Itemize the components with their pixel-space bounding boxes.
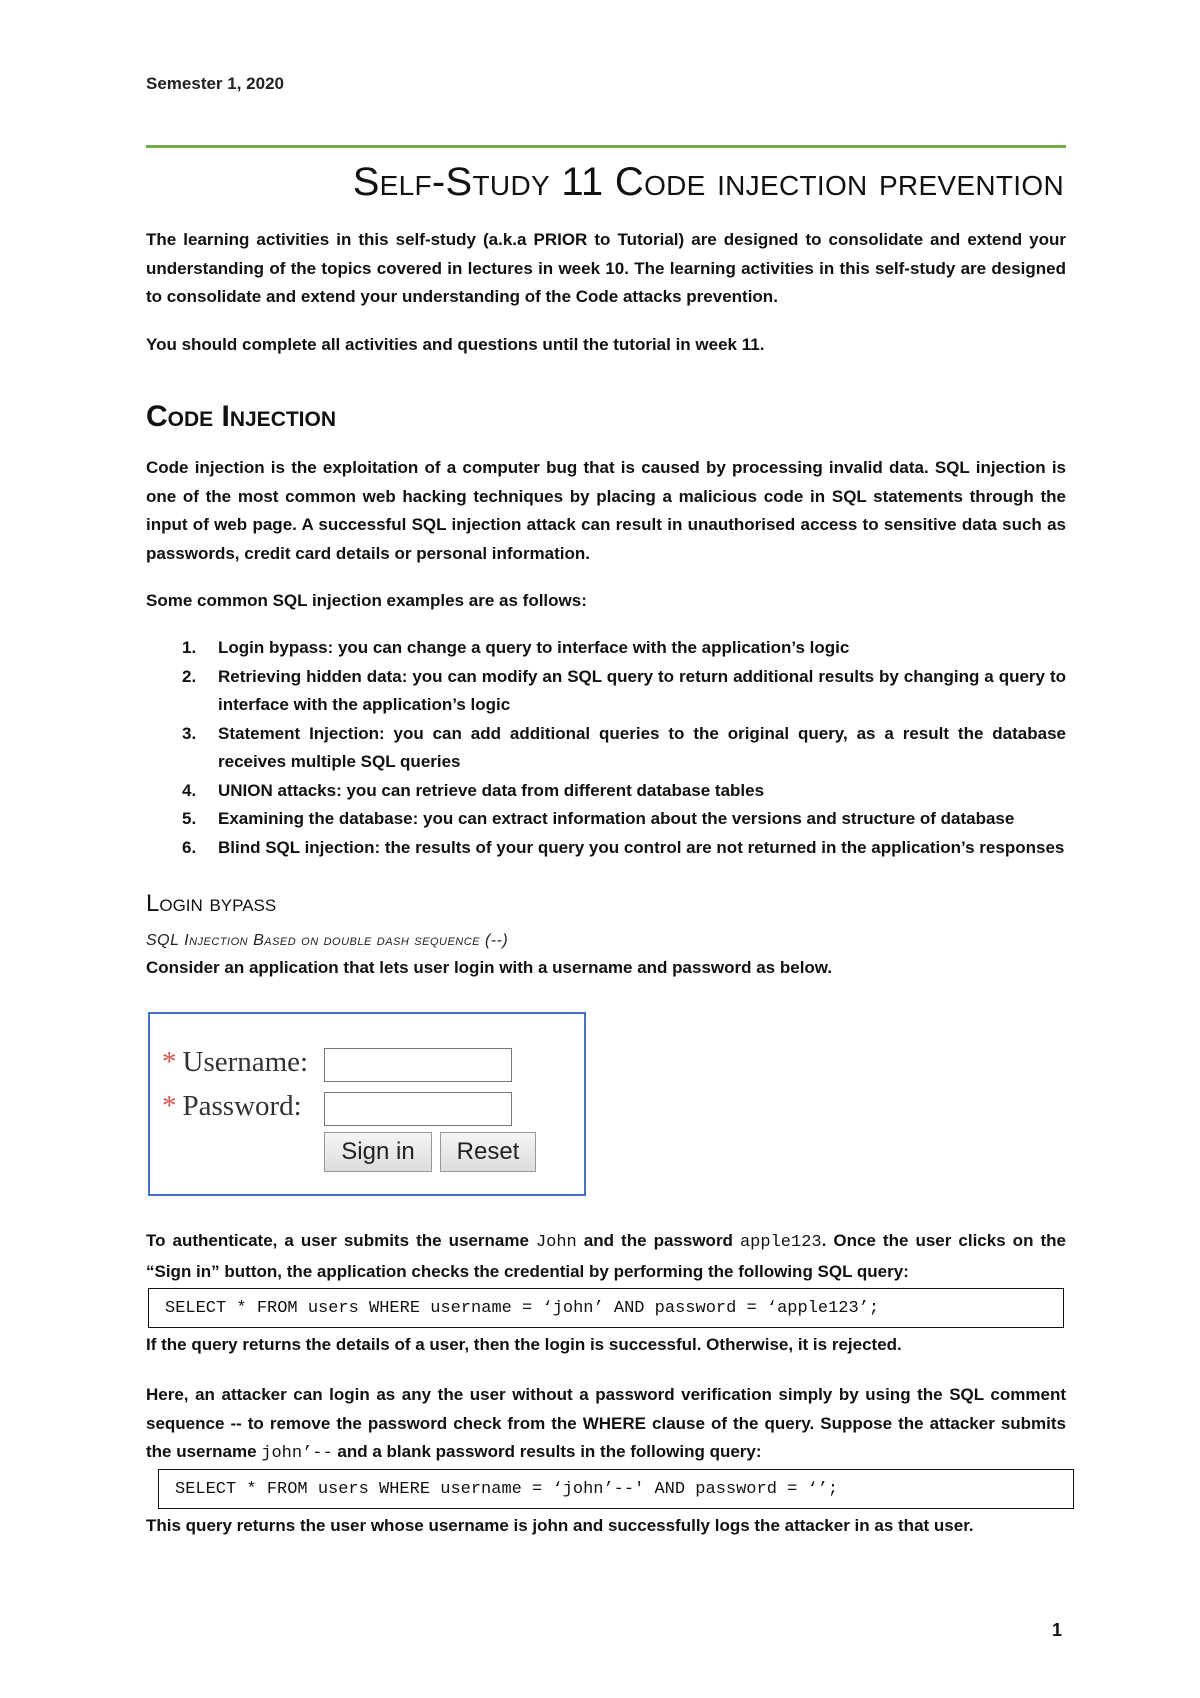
- required-asterisk: *: [162, 1090, 177, 1122]
- login-form-figure: [148, 1012, 586, 1196]
- authenticate-text-c: . Once the user clicks on the “Sign in” button, the application checks the credential by performing the following SQL query:: [146, 1231, 1066, 1281]
- attacker-text-b: and a blank password results in the following query:: [332, 1442, 762, 1461]
- login-intro-text: Consider an application that lets user login with a username and password as below.: [146, 958, 833, 977]
- result-paragraph: [146, 1331, 1066, 1360]
- intro-paragraph-1: [146, 226, 1066, 312]
- sql-query-box-1: SELECT * FROM users WHERE username = ‘john’ AND password = ‘apple123’;: [148, 1288, 1064, 1328]
- examples-intro-text: Some common SQL injection examples are as follows:: [146, 591, 587, 610]
- examples-intro: [146, 587, 1066, 616]
- page-number: 1: [1052, 1620, 1063, 1640]
- conclusion-text: This query returns the user whose username is john and successfully logs the attacker in as that user.: [146, 1516, 974, 1535]
- sql-injection-examples-list: [146, 634, 1066, 862]
- username-label: Username:: [182, 1046, 309, 1078]
- subsection-heading-double-dash: SQL Injection Based on double dash sequence (--): [146, 932, 509, 949]
- attacker-paragraph: [146, 1381, 1066, 1469]
- page-title: Self-Study 11 Code injection prevention: [352, 160, 1064, 204]
- username-row: [162, 1046, 308, 1079]
- semester-header: Semester 1, 2020: [146, 74, 284, 93]
- intro-text-2: You should complete all activities and questions until the tutorial in week 11.: [146, 335, 765, 354]
- code-injection-text: Code injection is the exploitation of a computer bug that is caused by processing invalid data. SQL injection is one of the most common web hacking techniques by placing a malicious code in SQL statements through the input of web page. A successful SQL injection attack can result in unauthorised access to sensitive data such as passwords, credit card details or personal information.: [146, 458, 1066, 563]
- password-label: Password:: [182, 1090, 302, 1122]
- list-item-number: 1.: [182, 638, 197, 657]
- conclusion-paragraph: [146, 1512, 1066, 1541]
- authenticate-text-b: and the password: [576, 1231, 740, 1250]
- list-item: [146, 634, 1066, 663]
- code-injection-paragraph: [146, 454, 1066, 568]
- section-heading-login-bypass: Login bypass: [146, 890, 277, 917]
- list-item-number: 3.: [182, 723, 197, 743]
- authenticate-text-a: To authenticate, a user submits the username: [146, 1231, 536, 1250]
- login-intro-paragraph: [146, 954, 1066, 983]
- list-item: [146, 805, 1066, 834]
- list-item-text: Blind SQL injection: the results of your query you control are not returned in the application’s responses: [218, 837, 1065, 857]
- sql-query-box-2: SELECT * FROM users WHERE username = ‘john’--' AND password = ‘’;: [158, 1469, 1074, 1509]
- password-input[interactable]: [324, 1092, 512, 1126]
- list-item: [146, 720, 1066, 777]
- intro-text-1: The learning activities in this self-study (a.k.a PRIOR to Tutorial) are designed to consolidate and extend your understanding of the topics covered in lectures in week 10. The learning activities in this self-study are designed to consolidate and extend your understanding of the Code attacks prevention.: [146, 230, 1066, 306]
- example-username: John: [535, 1233, 577, 1252]
- attacker-username: john’--: [261, 1444, 333, 1463]
- list-item-text: Statement Injection: you can add additional queries to the original query, as a result the database receives multiple SQL queries: [218, 723, 1066, 771]
- list-item-text: Examining the database: you can extract information about the versions and structure of database: [218, 809, 1015, 828]
- intro-paragraph-2: [146, 331, 1066, 360]
- list-item-text: Retrieving hidden data: you can modify an SQL query to return additional results by changing a query to interface with the application’s logic: [218, 666, 1066, 714]
- list-item-number: 4.: [182, 780, 197, 800]
- list-item: [146, 777, 1066, 806]
- attacker-text-a: Here, an attacker can login as any the user without a password verification simply by using the SQL comment sequence -- to remove the password check from the WHERE clause of the query. Suppose the attacker submits the username: [146, 1385, 1066, 1461]
- list-item-number: 5.: [182, 809, 197, 828]
- sign-in-button[interactable]: Sign in: [324, 1132, 432, 1172]
- result-text: If the query returns the details of a user, then the login is successful. Otherwise, it is rejected.: [146, 1335, 902, 1354]
- authenticate-paragraph: [146, 1227, 1066, 1286]
- authenticate-text: [146, 1227, 1066, 1286]
- required-asterisk: *: [162, 1046, 177, 1078]
- reset-button[interactable]: Reset: [440, 1132, 536, 1172]
- list-item: [146, 663, 1066, 720]
- list-item: [146, 834, 1066, 863]
- username-input[interactable]: [324, 1048, 512, 1082]
- password-row: [162, 1090, 302, 1123]
- list-item-number: 2.: [182, 666, 197, 686]
- header-divider: [146, 145, 1066, 148]
- list-item-text: UNION attacks: you can retrieve data from different database tables: [218, 780, 765, 800]
- example-password: apple123: [739, 1233, 822, 1252]
- list-item-text: Login bypass: you can change a query to interface with the application’s logic: [218, 638, 850, 657]
- section-heading-code-injection: Code Injection: [146, 400, 337, 433]
- list-item-number: 6.: [182, 837, 197, 857]
- attacker-text: [146, 1381, 1066, 1469]
